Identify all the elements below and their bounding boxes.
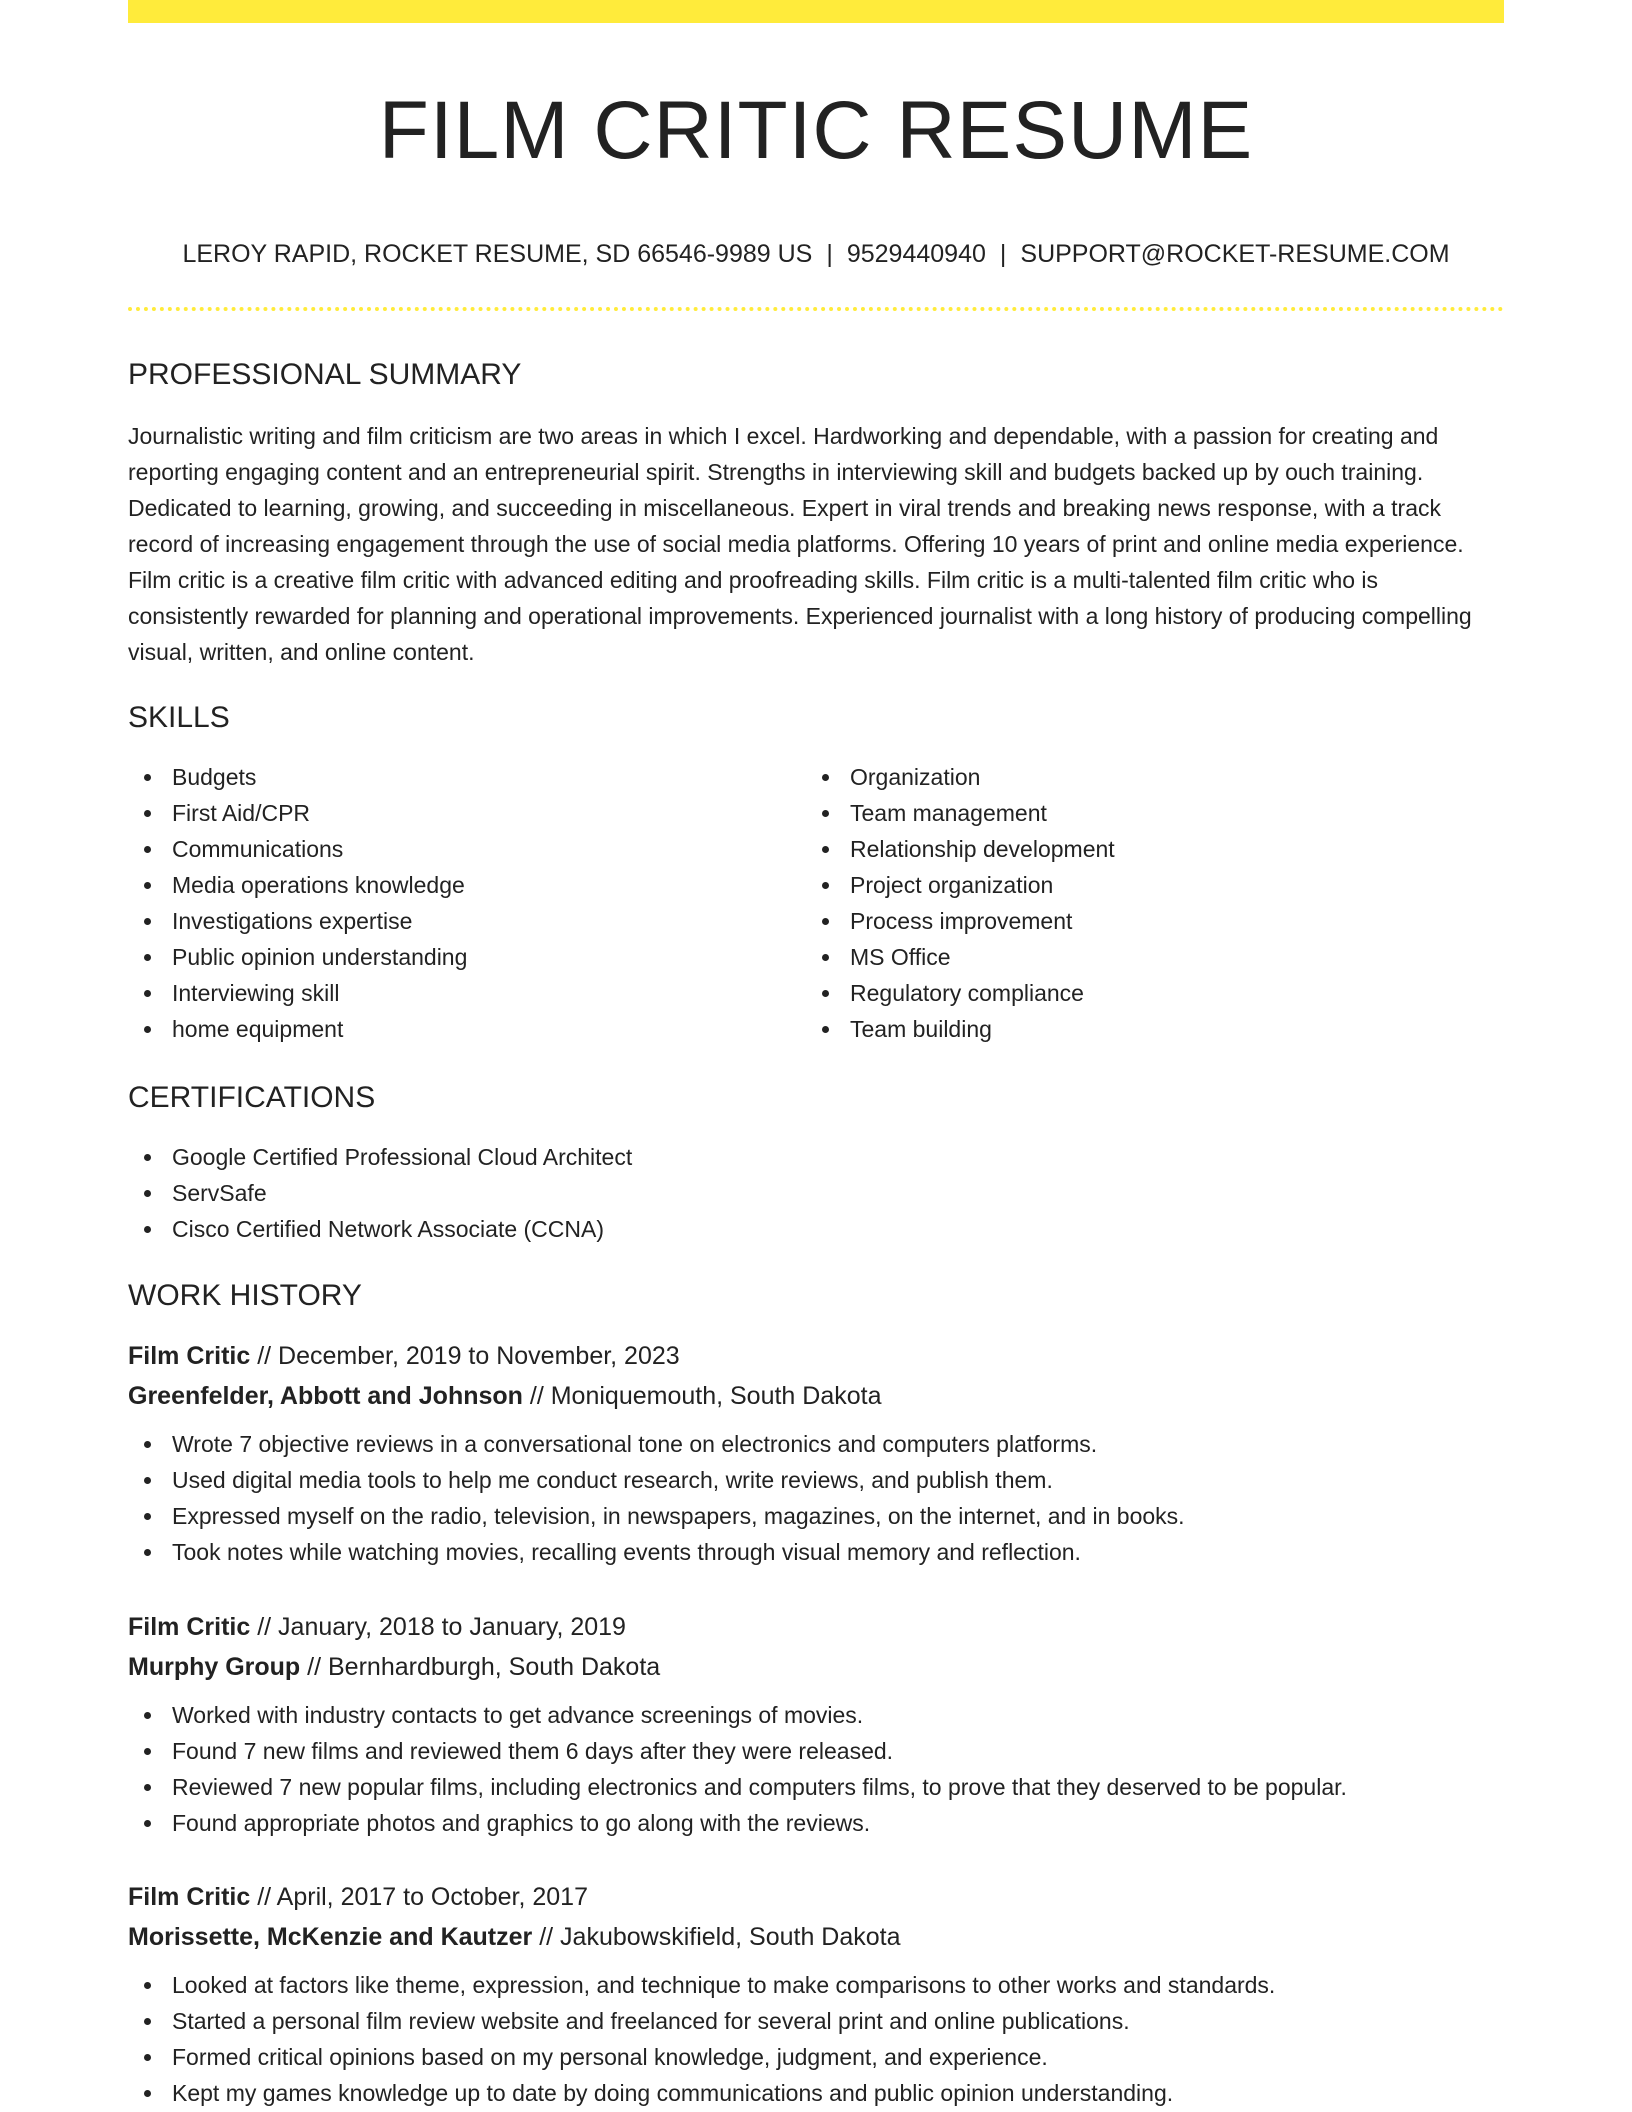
- list-item: Team management: [806, 795, 1446, 831]
- list-item: Budgets: [128, 759, 768, 795]
- job-location: // Bernhardburgh, South Dakota: [307, 1653, 661, 1681]
- list-item: Google Certified Professional Cloud Architect: [128, 1139, 1504, 1175]
- job-bullets: [128, 1967, 1504, 2111]
- contact-email: SUPPORT@ROCKET-RESUME.COM: [1020, 240, 1450, 268]
- list-item: Team building: [806, 1011, 1446, 1047]
- job-dates: // April, 2017 to October, 2017: [257, 1883, 588, 1911]
- list-item: Wrote 7 objective reviews in a conversational tone on electronics and computers platforms.: [128, 1426, 1504, 1462]
- job-entry: [128, 1607, 1504, 1841]
- resume-page: [128, 0, 1504, 2112]
- job-title-line: [128, 1336, 1504, 1376]
- job-company-line: [128, 1376, 1504, 1416]
- list-item: Started a personal film review website and freelanced for several print and online publications.: [128, 2003, 1504, 2039]
- list-item: Interviewing skill: [128, 975, 768, 1011]
- skills-heading: SKILLS: [128, 701, 230, 734]
- list-item: Communications: [128, 831, 768, 867]
- contact-separator: |: [999, 240, 1007, 268]
- list-item: Worked with industry contacts to get advance screenings of movies.: [128, 1697, 1504, 1733]
- list-item: Media operations knowledge: [128, 867, 768, 903]
- list-item: Reviewed 7 new popular films, including electronics and computers films, to prove that they deserved to be popular.: [128, 1769, 1504, 1805]
- contact-phone: 9529440940: [846, 240, 986, 268]
- job-bullets: [128, 1426, 1504, 1570]
- job-company: Murphy Group: [128, 1653, 301, 1681]
- list-item: home equipment: [128, 1011, 768, 1047]
- skills-list-right: [806, 759, 1446, 1047]
- list-item: First Aid/CPR: [128, 795, 768, 831]
- list-item: MS Office: [806, 939, 1446, 975]
- list-item: Relationship development: [806, 831, 1446, 867]
- certifications-heading: CERTIFICATIONS: [128, 1081, 376, 1114]
- job-company-line: [128, 1647, 1504, 1687]
- job-entry: [128, 1336, 1504, 1570]
- list-item: Kept my games knowledge up to date by doing communications and public opinion understanding.: [128, 2075, 1504, 2111]
- list-item: Took notes while watching movies, recalling events through visual memory and reflection.: [128, 1534, 1504, 1570]
- job-title-line: [128, 1877, 1504, 1917]
- work-history-heading: WORK HISTORY: [128, 1279, 362, 1312]
- list-item: Organization: [806, 759, 1446, 795]
- summary-heading: PROFESSIONAL SUMMARY: [128, 358, 522, 391]
- summary-text: Journalistic writing and film criticism are two areas in which I excel. Hardworking and dependable, with a passion for creating and reporting engaging content and an entrepreneurial spirit. Strengths in interviewing skill and budgets backed up by ouch training. Dedicated to learning, growing, and succeeding in miscellaneous. Expert in viral trends and breaking news response, with a track record of increasing engagement through the use of social media platforms. Offering 10 years of print and online media experience. Film critic is a creative film critic with advanced editing and proofreading skills. Film critic is a multi-talented film critic who is consistently rewarded for planning and operational improvements. Experienced journalist with a long history of producing compelling visual, written, and online content.: [128, 423, 1472, 665]
- list-item: Used digital media tools to help me conduct research, write reviews, and publish them.: [128, 1462, 1504, 1498]
- job-company: Morissette, McKenzie and Kautzer: [128, 1923, 533, 1951]
- skills-list-left: [128, 759, 768, 1047]
- job-title: Film Critic: [128, 1883, 251, 1911]
- accent-top-bar: [128, 0, 1504, 23]
- job-company-line: [128, 1917, 1504, 1957]
- list-item: Found 7 new films and reviewed them 6 days after they were released.: [128, 1733, 1504, 1769]
- contact-address: LEROY RAPID, ROCKET RESUME, SD 66546-9989 US: [182, 240, 813, 268]
- list-item: Cisco Certified Network Associate (CCNA): [128, 1211, 1504, 1247]
- list-item: Found appropriate photos and graphics to go along with the reviews.: [128, 1805, 1504, 1841]
- job-entry: [128, 1877, 1504, 2111]
- list-item: Process improvement: [806, 903, 1446, 939]
- job-title: Film Critic: [128, 1613, 251, 1641]
- job-bullets: [128, 1697, 1504, 1841]
- dotted-divider: [128, 307, 1504, 311]
- job-title-line: [128, 1607, 1504, 1647]
- job-location: // Jakubowskifield, South Dakota: [539, 1923, 901, 1951]
- job-company: Greenfelder, Abbott and Johnson: [128, 1382, 523, 1410]
- resume-title: FILM CRITIC RESUME: [378, 85, 1254, 176]
- contact-separator: |: [826, 240, 833, 268]
- contact-line: [128, 236, 1504, 272]
- job-location: // Moniquemouth, South Dakota: [529, 1382, 882, 1410]
- list-item: Formed critical opinions based on my personal knowledge, judgment, and experience.: [128, 2039, 1504, 2075]
- list-item: Investigations expertise: [128, 903, 768, 939]
- list-item: Expressed myself on the radio, television, in newspapers, magazines, on the internet, and in books.: [128, 1498, 1504, 1534]
- list-item: ServSafe: [128, 1175, 1504, 1211]
- job-dates: // January, 2018 to January, 2019: [257, 1613, 626, 1641]
- job-dates: // December, 2019 to November, 2023: [257, 1342, 680, 1370]
- job-title: Film Critic: [128, 1342, 251, 1370]
- list-item: Regulatory compliance: [806, 975, 1446, 1011]
- list-item: Public opinion understanding: [128, 939, 768, 975]
- list-item: Project organization: [806, 867, 1446, 903]
- list-item: Looked at factors like theme, expression, and technique to make comparisons to other works and standards.: [128, 1967, 1504, 2003]
- certifications-list: [128, 1139, 1504, 1247]
